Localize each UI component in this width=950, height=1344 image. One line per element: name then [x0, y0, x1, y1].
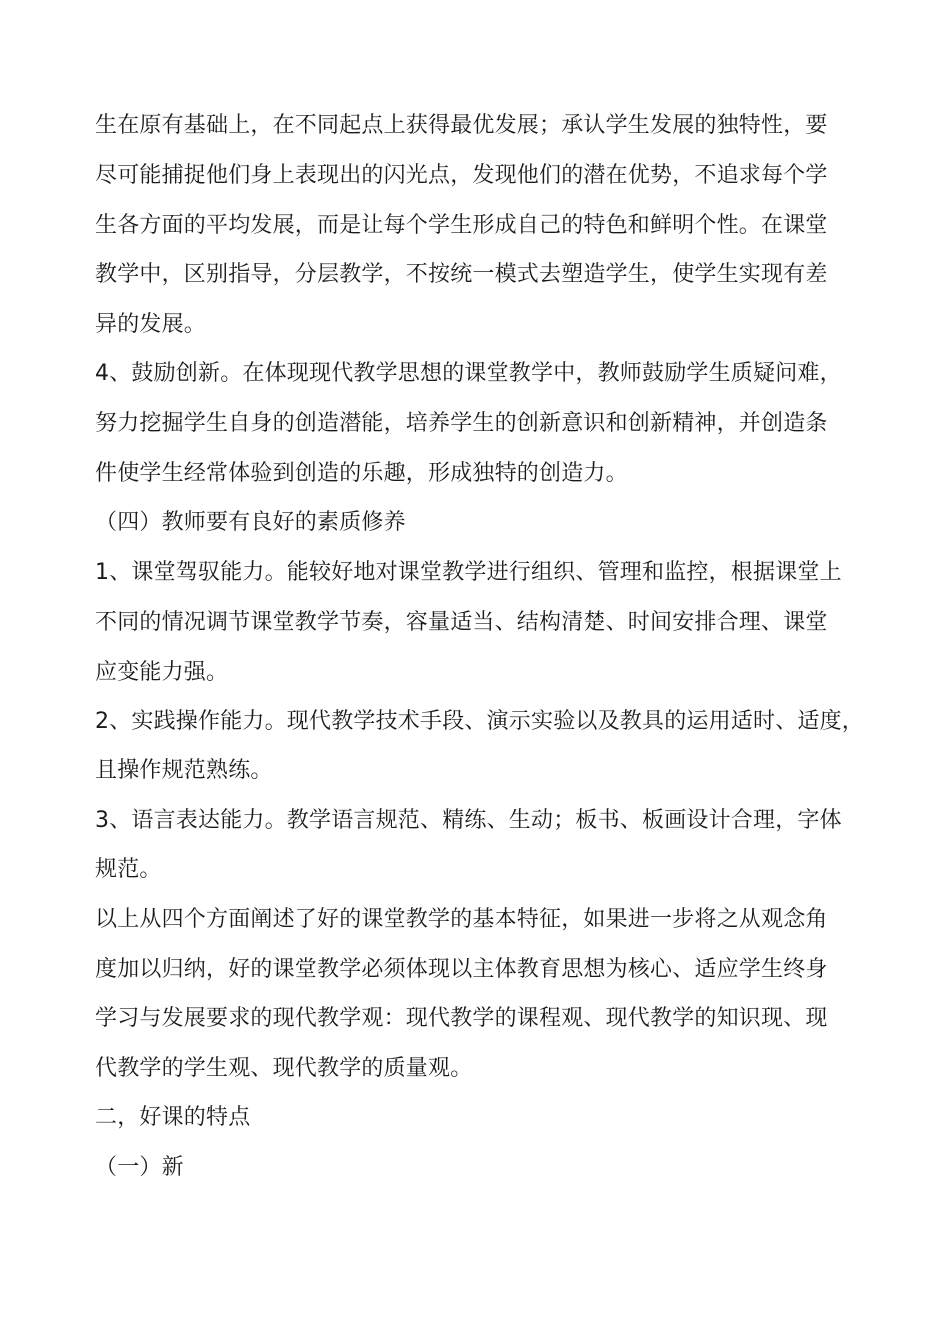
text-line: 异的发展。 — [95, 312, 207, 337]
list-item-heading: 1、课堂驾驭能力。能较好地对课堂教学进行组织、管理和监控，根据课堂上 — [95, 560, 842, 585]
section-heading: 二，好课的特点 — [95, 1105, 251, 1130]
text-line: 且操作规范熟练。 — [95, 758, 273, 783]
list-item-heading: 3、语言表达能力。教学语言规范、精练、生动；板书、板画设计合理，字体 — [95, 808, 842, 833]
text-line: 不同的情况调节课堂教学节奏，容量适当、结构清楚、时间安排合理、课堂 — [95, 610, 828, 635]
subsection-heading: （一）新 — [95, 1155, 184, 1180]
text-line: 生在原有基础上，在不同起点上获得最优发展；承认学生发展的独特性，要 — [95, 113, 828, 138]
text-line: 规范。 — [95, 857, 162, 882]
list-item-heading: 4、鼓励创新。在体现现代教学思想的课堂教学中，教师鼓励学生质疑问难， — [95, 361, 842, 386]
text-line: 以上从四个方面阐述了好的课堂教学的基本特征，如果进一步将之从观念角 — [95, 907, 828, 932]
section-heading: （四）教师要有良好的素质修养 — [95, 510, 406, 535]
text-line: 学习与发展要求的现代教学观：现代教学的课程观、现代教学的知识现、现 — [95, 1006, 828, 1031]
text-line: 代教学的学生观、现代教学的质量观。 — [95, 1056, 473, 1081]
list-item-heading: 2、实践操作能力。现代教学技术手段、演示实验以及教具的运用适时、适度， — [95, 709, 864, 734]
text-line: 教学中，区别指导，分层教学，不按统一模式去塑造学生，使学生实现有差 — [95, 262, 828, 287]
text-line: 努力挖掘学生自身的创造潜能，培养学生的创新意识和创新精神，并创造条 — [95, 411, 828, 436]
text-line: 度加以归纳，好的课堂教学必须体现以主体教育思想为核心、适应学生终身 — [95, 957, 828, 982]
text-line: 生各方面的平均发展，而是让每个学生形成自己的特色和鲜明个性。在课堂 — [95, 213, 828, 238]
text-line: 应变能力强。 — [95, 660, 229, 685]
text-line: 尽可能捕捉他们身上表现出的闪光点，发现他们的潜在优势，不追求每个学 — [95, 163, 828, 188]
text-line: 件使学生经常体验到创造的乐趣，形成独特的创造力。 — [95, 461, 628, 486]
